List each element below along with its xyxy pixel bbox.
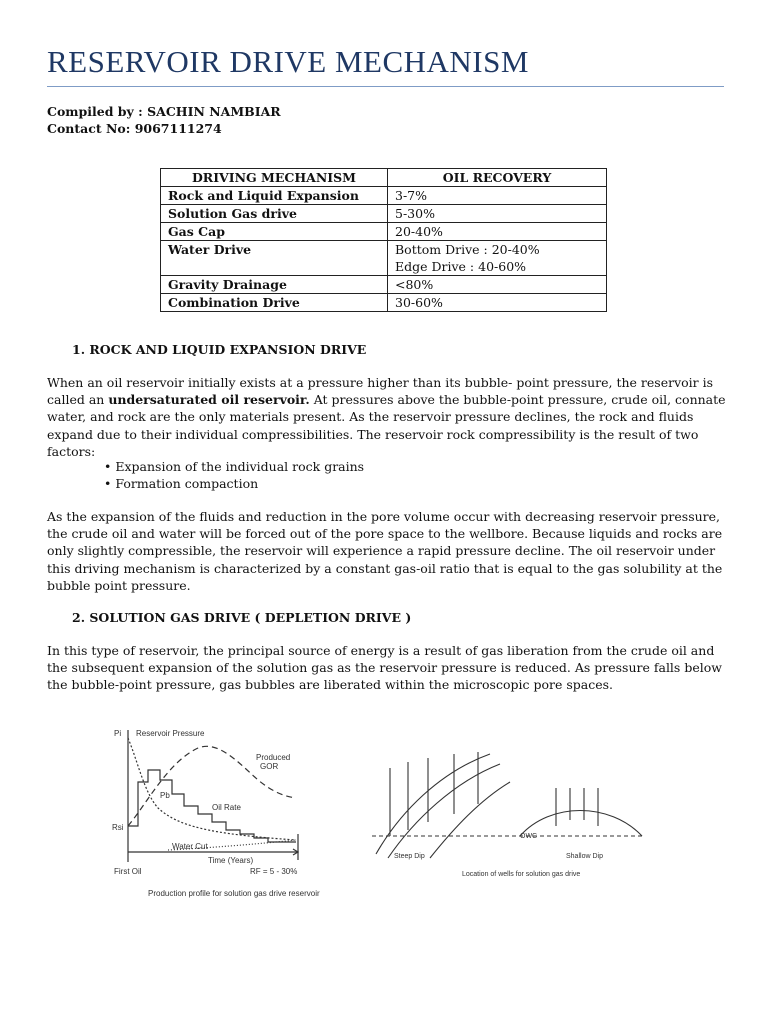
owc-label: OWC <box>520 833 538 840</box>
shallow-dip-dome <box>520 811 642 837</box>
recovery-cell <box>388 241 607 276</box>
first-oil-label: First Oil <box>114 867 142 876</box>
oil-rate-label: Oil Rate <box>212 803 241 812</box>
paragraph: In this type of reservoir, the principal source of energy is a result of gas liberation from the crude oil and the subsequent expansion of the solution gas as the reservoir pressure is reduced. As pressure falls below the bubble-point pressure, gas bubbles are liberated within the microscopic pore spaces. <box>47 643 722 693</box>
recovery-cell: 20-40% <box>388 223 607 241</box>
table-row <box>161 241 607 276</box>
contact-number: Contact No: 9067111274 <box>47 121 222 136</box>
recovery-line: Edge Drive : 40-60% <box>395 259 527 274</box>
reservoir-pressure-label: Reservoir Pressure <box>136 729 205 738</box>
recovery-cell: 30-60% <box>388 294 607 312</box>
figure-caption: Location of wells for solution gas drive <box>462 871 581 878</box>
table-row <box>161 294 607 312</box>
table-row <box>161 205 607 223</box>
paragraph: As the expansion of the fluids and reduction in the pore volume occur with decreasing reservoir pressure, the crude oil and water will be forced out of the pore space to the wellbore. Because liquids and rocks are only slightly compressible, the reservoir will experience a rapid pressure decline. The oil reservoir under this driving mechanism is characterized by a constant gas-oil ratio that is equal to the gas solubility at the bubble point pressure. <box>47 509 723 593</box>
paragraph <box>47 374 727 460</box>
bullet-list <box>104 458 364 492</box>
pb-label: Pb <box>160 791 170 800</box>
pi-label: Pi <box>114 729 122 738</box>
steep-dip-label: Steep Dip <box>394 853 425 860</box>
page-title: RESERVOIR DRIVE MECHANISM <box>47 44 529 79</box>
table-row <box>161 187 607 205</box>
mechanism-cell: Gravity Drainage <box>161 276 388 294</box>
table-header-mechanism: DRIVING MECHANISM <box>161 169 388 187</box>
shallow-dip-label: Shallow Dip <box>566 853 603 860</box>
recovery-line: Bottom Drive : 20-40% <box>395 242 540 257</box>
production-profile-figure <box>108 722 370 902</box>
rsi-label: Rsi <box>112 823 124 832</box>
recovery-table <box>160 168 607 312</box>
mechanism-cell: Gas Cap <box>161 223 388 241</box>
steep-dip-top-layer <box>376 754 490 854</box>
list-item: • Formation compaction <box>104 475 364 492</box>
rf-label: RF = 5 - 30% <box>250 867 298 876</box>
title-rule <box>47 86 724 87</box>
gor-label: GOR <box>260 762 279 771</box>
mechanism-cell: Rock and Liquid Expansion <box>161 187 388 205</box>
table-header-row <box>161 169 607 187</box>
list-item: • Expansion of the individual rock grains <box>104 458 364 475</box>
paragraph-text: At pressures above the bubble-point pressure, crude oil, connate water, and rock are the only materials present. As the reservoir pressure declines, the rock and fluids expand due to their individual compressibilities. The reservoir rock compressibility is the result of two factors: <box>47 392 726 459</box>
recovery-cell: 3-7% <box>388 187 607 205</box>
time-axis-label: Time (Years) <box>208 856 254 865</box>
mechanism-cell: Combination Drive <box>161 294 388 312</box>
table-row <box>161 276 607 294</box>
table-row <box>161 223 607 241</box>
paragraph-emphasis: undersaturated oil reservoir. <box>108 392 310 408</box>
well-location-figure <box>370 732 650 884</box>
section-heading: 1. ROCK AND LIQUID EXPANSION DRIVE <box>72 342 367 357</box>
mechanism-cell: Water Drive <box>161 241 388 276</box>
water-cut-label: Water Cut <box>172 842 208 851</box>
section-heading: 2. SOLUTION GAS DRIVE ( DEPLETION DRIVE ) <box>72 610 412 625</box>
produced-label: Produced <box>256 753 291 762</box>
figure-caption: Production profile for solution gas drive reservoir <box>148 889 320 898</box>
mechanism-cell: Solution Gas drive <box>161 205 388 223</box>
recovery-cell: 5-30% <box>388 205 607 223</box>
compiled-by: Compiled by : SACHIN NAMBIAR <box>47 104 281 119</box>
recovery-cell: <80% <box>388 276 607 294</box>
table-header-recovery: OIL RECOVERY <box>388 169 607 187</box>
paragraph-text: When an oil reservoir initially exists at a pressure higher than its bubble- point pressure, the reservoir is called an <box>47 375 714 408</box>
